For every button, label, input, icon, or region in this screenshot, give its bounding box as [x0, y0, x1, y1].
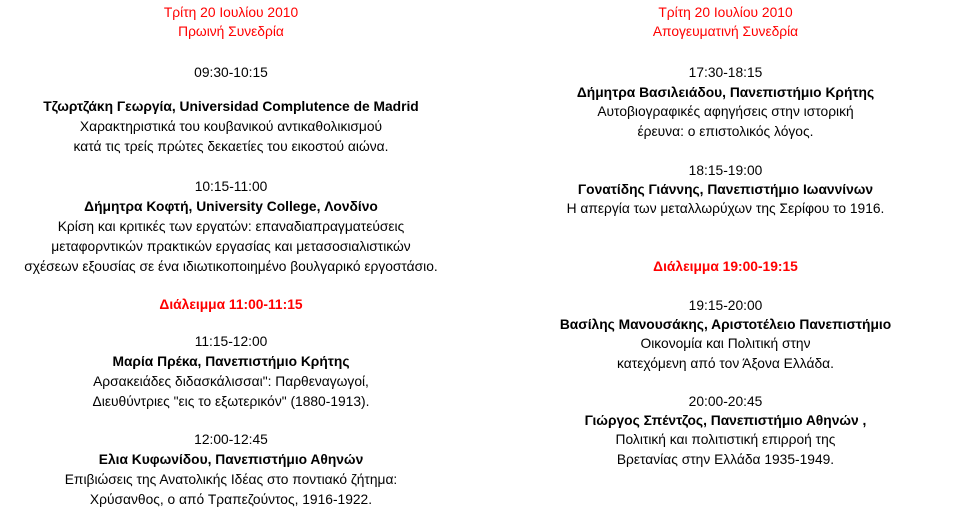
talk-speaker: Μαρία Πρέκα, Πανεπιστήμιο Κρήτης: [112, 354, 350, 369]
talk-title: Βρετανίας στην Ελλάδα 1935-1949.: [616, 452, 835, 467]
talk-time: 12:00-12:45: [194, 432, 268, 447]
talk-title: Πολιτική και πολιτιστική επιρροή της: [615, 432, 836, 447]
talk-title: Κρίση και κριτικές των εργατών: επαναδιαπραγματεύσεις: [57, 219, 405, 234]
talk-title: σχέσεων εξουσίας σε ένα ιδιωτικοποιημένο βουλγαρικό εργοστάσιο.: [24, 259, 438, 274]
talk-time: 10:15-11:00: [194, 179, 268, 194]
right-session-name: Απογευματινή Συνεδρία: [652, 24, 799, 39]
talk-title: Η απεργία των μεταλλωρύχων της Σερίφου το 1916.: [566, 201, 885, 216]
talk-title: μεταφορντικών πρακτικών εργασίας και μετασοσιαλιστικών: [51, 239, 411, 254]
talk-time: 09:30-10:15: [194, 65, 268, 80]
talk-title: Χαρακτηριστικά του κουβανικού αντικαθολικισμού: [79, 119, 383, 134]
talk-title: Χρύσανθος, ο από Τραπεζούντος, 1916-1922.: [89, 492, 373, 507]
right-date: Τρίτη 20 Ιουλίου 2010: [658, 5, 793, 20]
talk-title: Αυτοβιογραφικές αφηγήσεις στην ιστορική: [597, 104, 854, 119]
talk-speaker: Γονατίδης Γιάννης, Πανεπιστήμιο Ιωαννίνων: [577, 182, 874, 197]
break-label: Διάλειμμα 11:00-11:15: [159, 297, 303, 312]
talk-speaker: Γιώργος Σπέντζος, Πανεπιστήμιο Αθηνών ,: [584, 413, 867, 428]
talk-title: κατεχόμενη από τον Άξονα Ελλάδα.: [617, 356, 834, 371]
talk-title: Αρσακειάδες διδασκάλισσαι": Παρθεναγωγοί,: [93, 374, 369, 389]
talk-title: Οικονομία και Πολιτική στην: [640, 336, 811, 351]
talk-title: κατά τις τρείς πρώτες δεκαετίες του εικοστού αιώνα.: [73, 139, 389, 154]
left-date: Τρίτη 20 Ιουλίου 2010: [163, 5, 299, 20]
talk-title: Επιβιώσεις της Ανατολικής Ιδέας στο ποντιακό ζήτημα:: [64, 472, 398, 487]
talk-speaker: Βασίλης Μανουσάκης, Αριστοτέλειο Πανεπιστήμιο: [559, 317, 892, 332]
talk-title: Διευθύντριες "εις το εξωτερικόν" (1880-1913).: [92, 394, 370, 409]
talk-title: έρευνα: ο επιστολικός λόγος.: [637, 124, 814, 139]
talk-time: 20:00-20:45: [688, 394, 763, 409]
talk-time: 19:15-20:00: [688, 298, 763, 313]
talk-speaker: Τζωρτζάκη Γεωργία, Universidad Complutence de Madrid: [43, 99, 419, 114]
talk-speaker: Δήμητρα Κοφτή, University College, Λονδίνο: [84, 199, 378, 214]
talk-time: 11:15-12:00: [194, 334, 268, 349]
talk-speaker: Δήμητρα Βασιλειάδου, Πανεπιστήμιο Κρήτης: [576, 85, 875, 100]
left-session-name: Πρωινή Συνεδρία: [178, 24, 284, 39]
talk-speaker: Ελια Κυφωνίδου, Πανεπιστήμιο Αθηνών: [98, 452, 364, 467]
talk-time: 18:15-19:00: [688, 163, 763, 178]
break-label: Διάλειμμα 19:00-19:15: [653, 259, 798, 274]
talk-time: 17:30-18:15: [688, 65, 763, 80]
